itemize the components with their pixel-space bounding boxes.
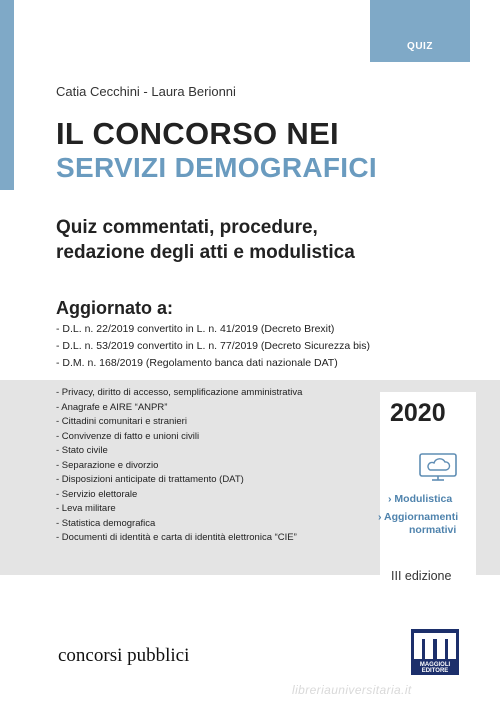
topic-item: - Separazione e divorzio: [56, 459, 159, 471]
subtitle-line1: Quiz commentati, procedure,: [56, 217, 318, 238]
updated-item: - D.L. n. 22/2019 convertito in L. n. 41/2019 (Decreto Brexit): [56, 323, 335, 335]
topic-item: - Statistica demografica: [56, 517, 156, 529]
topic-item: - Servizio elettorale: [56, 488, 138, 500]
topic-item: - Disposizioni anticipate di trattamento (DAT): [56, 474, 244, 485]
publisher-name: MAGGIOLI EDITORE: [411, 661, 459, 675]
feature-aggiornamenti-cont: normativi: [409, 524, 457, 536]
edition-year: 2020: [390, 399, 446, 427]
updated-heading: Aggiornato a:: [56, 298, 173, 318]
topic-item: - Anagrafe e AIRE “ANPR”: [56, 401, 168, 413]
feature-modulistica: › Modulistica: [388, 493, 453, 505]
topics-list: [56, 386, 356, 546]
topic-item: - Cittadini comunitari e stranieri: [56, 416, 187, 427]
publisher-logo: [411, 629, 459, 673]
edition-label: III edizione: [391, 569, 452, 583]
topic-item: - Documenti di identità e carta di identità elettronica “CIE”: [56, 532, 297, 543]
quiz-tab: [370, 0, 470, 62]
authors: Catia Cecchini - Laura Berionni: [56, 84, 236, 99]
publisher-logo-mark: [411, 629, 459, 661]
book-title-line2: SERVIZI DEMOGRAFICI: [56, 152, 377, 183]
updated-item: - D.M. n. 168/2019 (Regolamento banca dati nazionale DAT): [56, 357, 338, 369]
series-name: concorsi pubblici: [58, 645, 190, 666]
topic-item: - Leva militare: [56, 503, 116, 514]
updated-item: - D.L. n. 53/2019 convertito in L. n. 77/2019 (Decreto Sicurezza bis): [56, 340, 371, 352]
watermark: libreriauniversitaria.it: [292, 683, 412, 697]
cloud-monitor-icon: [418, 452, 458, 482]
book-title-line1: IL CONCORSO NEI: [56, 116, 339, 151]
left-accent-bar: [0, 0, 14, 190]
updated-list: [56, 321, 370, 372]
book-subtitle: [56, 215, 456, 265]
quiz-tab-label: QUIZ: [407, 41, 433, 52]
topic-item: - Convivenze di fatto e unioni civili: [56, 430, 200, 442]
feature-aggiornamenti: › Aggiornamenti: [378, 511, 459, 523]
topic-item: - Privacy, diritto di accesso, semplificazione amministrativa: [56, 387, 303, 398]
topic-item: - Stato civile: [56, 445, 108, 456]
subtitle-line2: redazione degli atti e modulistica: [56, 242, 355, 263]
